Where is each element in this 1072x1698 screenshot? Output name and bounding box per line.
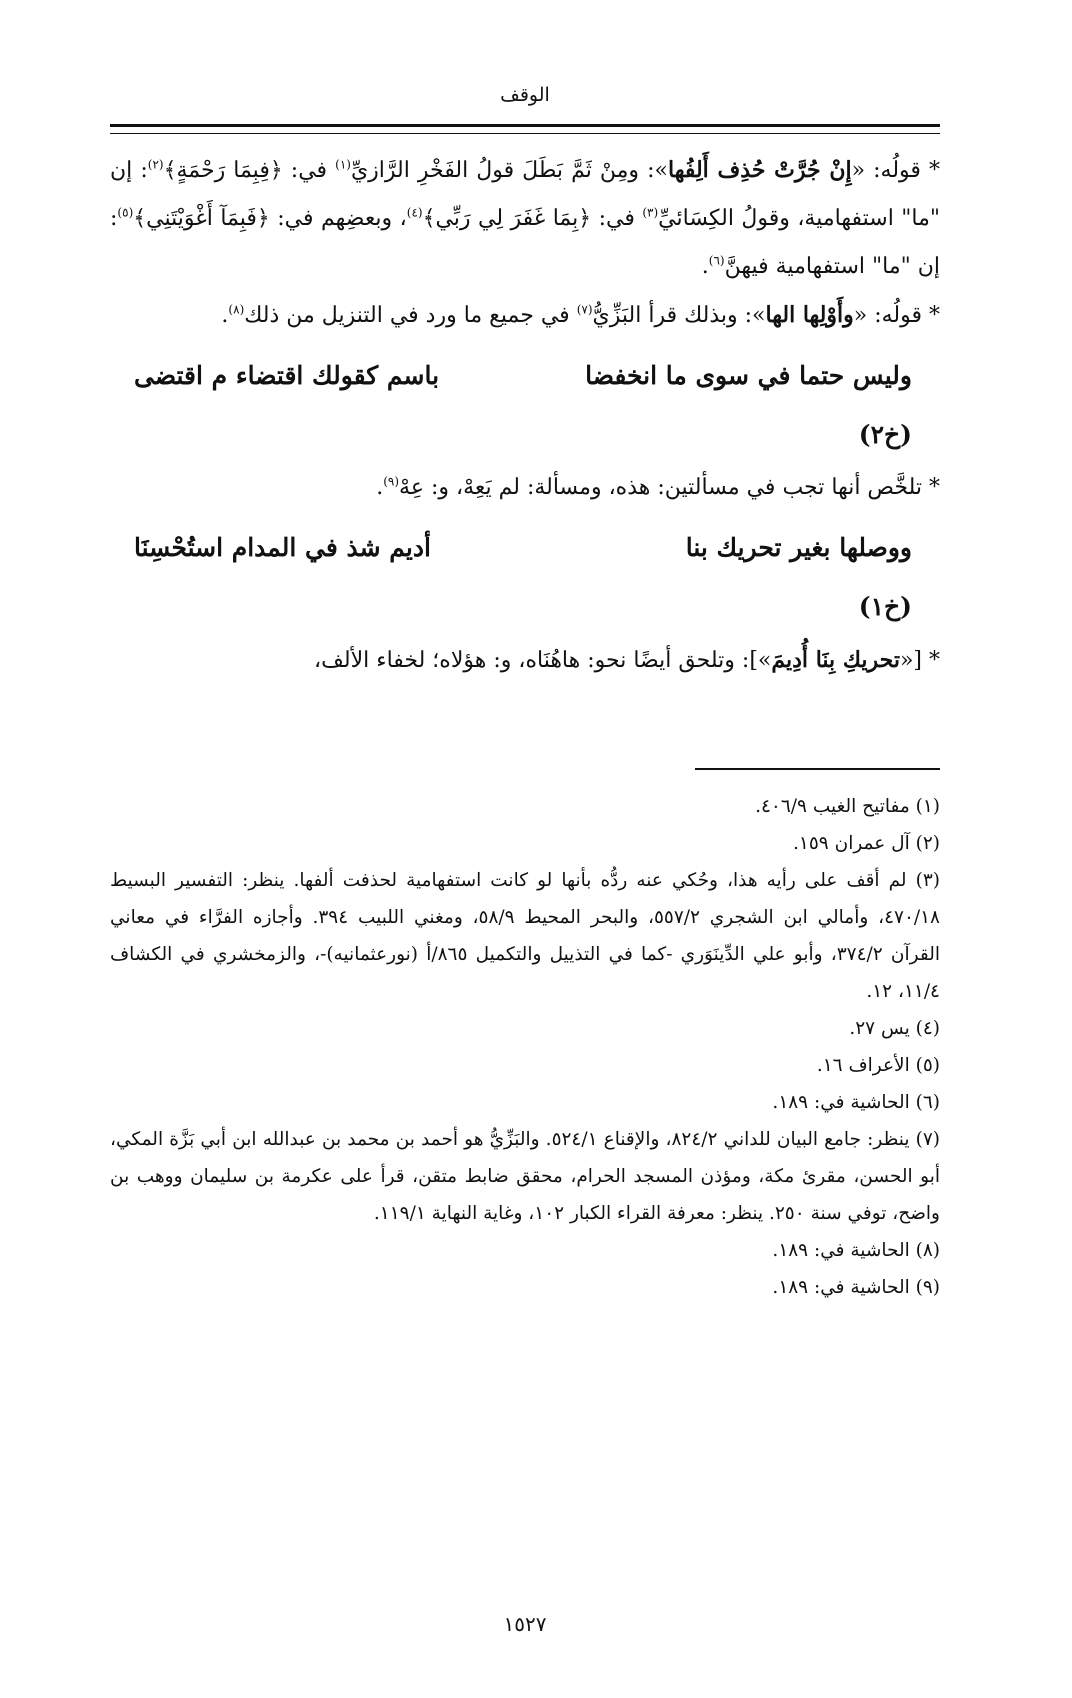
p2-lead: * قولُه: «: [853, 303, 940, 328]
p1-bold-quote: إِنْ جُرَّتْ حُذِف أَلِفُها: [667, 157, 852, 183]
main-text: [110, 146, 940, 685]
footnote-8: (٨) الحاشية في: ١٨٩.: [772, 1240, 940, 1261]
verse-1-hemistich-2: باسم كقولك اقتضاء م اقتضى: [134, 361, 440, 390]
p1-lead: * قولُه: «: [851, 158, 940, 183]
footnote-6: (٦) الحاشية في: ١٨٩.: [772, 1092, 940, 1113]
verse-2-hemistich-1: ووصلها بغير تحريك بنا: [685, 533, 912, 562]
p1-text-d: في: ﴿بِمَا غَفَرَ لِي رَبِّي﴾: [422, 206, 643, 231]
footnote-2: (٢) آل عمران ١٥٩.: [793, 833, 940, 854]
book-page: [110, 0, 940, 1698]
p4-text-a: »]: وتلحق أيضًا نحو: هاهُنَاه، و: هؤلاه؛ لخفاء الألف،: [314, 648, 772, 673]
p4-lead: * [«: [899, 648, 940, 673]
footnote-separator: [695, 768, 940, 770]
header-rule-thin: [110, 133, 940, 134]
paragraph-3: [110, 464, 940, 512]
verse-2: [110, 518, 940, 578]
footnote-4: (٤) يس ٢٧.: [849, 1018, 940, 1039]
paragraph-2: [110, 291, 940, 340]
verse-2-tag: (خ١): [858, 592, 912, 621]
paragraph-1: [110, 146, 940, 291]
p3-text-a: * تلخَّص أنها تجب في مسألتين: هذه، ومسألة: لم يَعِهْ، و: عِهْ: [399, 475, 940, 500]
p2-bold-quote: وأَوْلِها الها: [765, 302, 854, 328]
footnote-ref-9: (٩): [383, 474, 400, 489]
p1-text-e: ، وبعضِهم في: ﴿فَبِمَآ أَغْوَيْتَنِي﴾: [133, 206, 407, 231]
footnote-ref-8: (٨): [228, 302, 245, 317]
p1-text-c: : إن "ما" استفهامية، وقولُ الكِسَائيِّ: [110, 158, 940, 231]
p1-text-f: : إن "ما" استفهامية فيهنَّ: [110, 206, 940, 279]
footnote-ref-4: (٤): [406, 205, 423, 220]
footnote-ref-2: (٢): [147, 157, 164, 172]
footnote-7: (٧) ينظر: جامع البيان للداني ٨٢٤/٢، والإقناع ٥٢٤/١. والبَزِّيُّ هو أحمد بن محمد بن عبدالله ابن أبي بَزَّة المكي، أبو الحسن، مقرئ مكة، ومؤذن المسجد الحرام، محقق ضابط متقن، قرأ على عكرمة بن سليمان ووهب بن واضح، توفي سنة ٢٥٠. ينظر: معرفة القراء الكبار ١٠٢، وغاية النهاية ١١٩/١.: [110, 1129, 940, 1224]
footnote-3: (٣) لم أقف على رأيه هذا، وحُكي عنه ردُّه بأنها لو كانت استفهامية لحذفت ألفها. ينظر: التفسير البسيط ٤٧٠/١٨، وأمالي ابن الشجري ٥٥٧/٢، والبحر المحيط ٥٨/٩، ومغني اللبيب ٣٩٤. وأجازه الفرَّاء في معاني القرآن ٣٧٤/٢، وأبو علي الدِّينَوَري -كما في التذييل والتكميل ٨٦٥/أ (نورعثمانيه)-، والزمخشري في الكشاف ١١/٤، ١٢.: [110, 870, 940, 1002]
footnote-ref-6: (٦): [708, 253, 725, 268]
p1-text-b: في: ﴿فِبِمَا رَحْمَةٍ﴾: [163, 158, 336, 183]
p3-text-b: .: [376, 475, 384, 500]
footnote-9: (٩) الحاشية في: ١٨٩.: [772, 1277, 940, 1298]
verse-2-hemistich-2: أديم شذ في المدام استُحْسِنَا: [134, 533, 431, 562]
p2-text-a: »: وبذلك قرأ البَزِّيُّ: [592, 303, 766, 328]
header-rule-thick: [110, 124, 940, 127]
verse-1-tag: (خ٢): [858, 420, 912, 449]
p4-bold-quote: تحريكِ بِنَا أُدِيمَ: [771, 647, 900, 673]
p1-text-a: »: ومِنْ ثَمَّ بَطَلَ قولُ الفَخْرِ الرَّازيِّ: [350, 158, 668, 183]
running-head: الوقف: [500, 84, 550, 106]
p2-text-b: في جميع ما ورد في التنزيل من ذلك: [244, 303, 577, 328]
footnote-ref-5: (٥): [117, 205, 134, 220]
footnote-ref-3: (٣): [642, 205, 659, 220]
footnote-5: (٥) الأعراف ١٦.: [816, 1055, 940, 1076]
footnote-1: (١) مفاتيح الغيب ٤٠٦/٩.: [755, 796, 940, 817]
footnote-ref-1: (١): [335, 157, 351, 172]
footnote-ref-7: (٧): [576, 302, 593, 317]
paragraph-4: [110, 636, 940, 685]
footnotes: [110, 788, 940, 1306]
p2-text-c: .: [221, 303, 229, 328]
verse-1-hemistich-1: وليس حتما في سوى ما انخفضا: [585, 361, 912, 390]
p1-text-g: .: [701, 254, 709, 279]
verse-1: [110, 346, 940, 406]
page-number: ١٥٢٧: [503, 1612, 547, 1636]
